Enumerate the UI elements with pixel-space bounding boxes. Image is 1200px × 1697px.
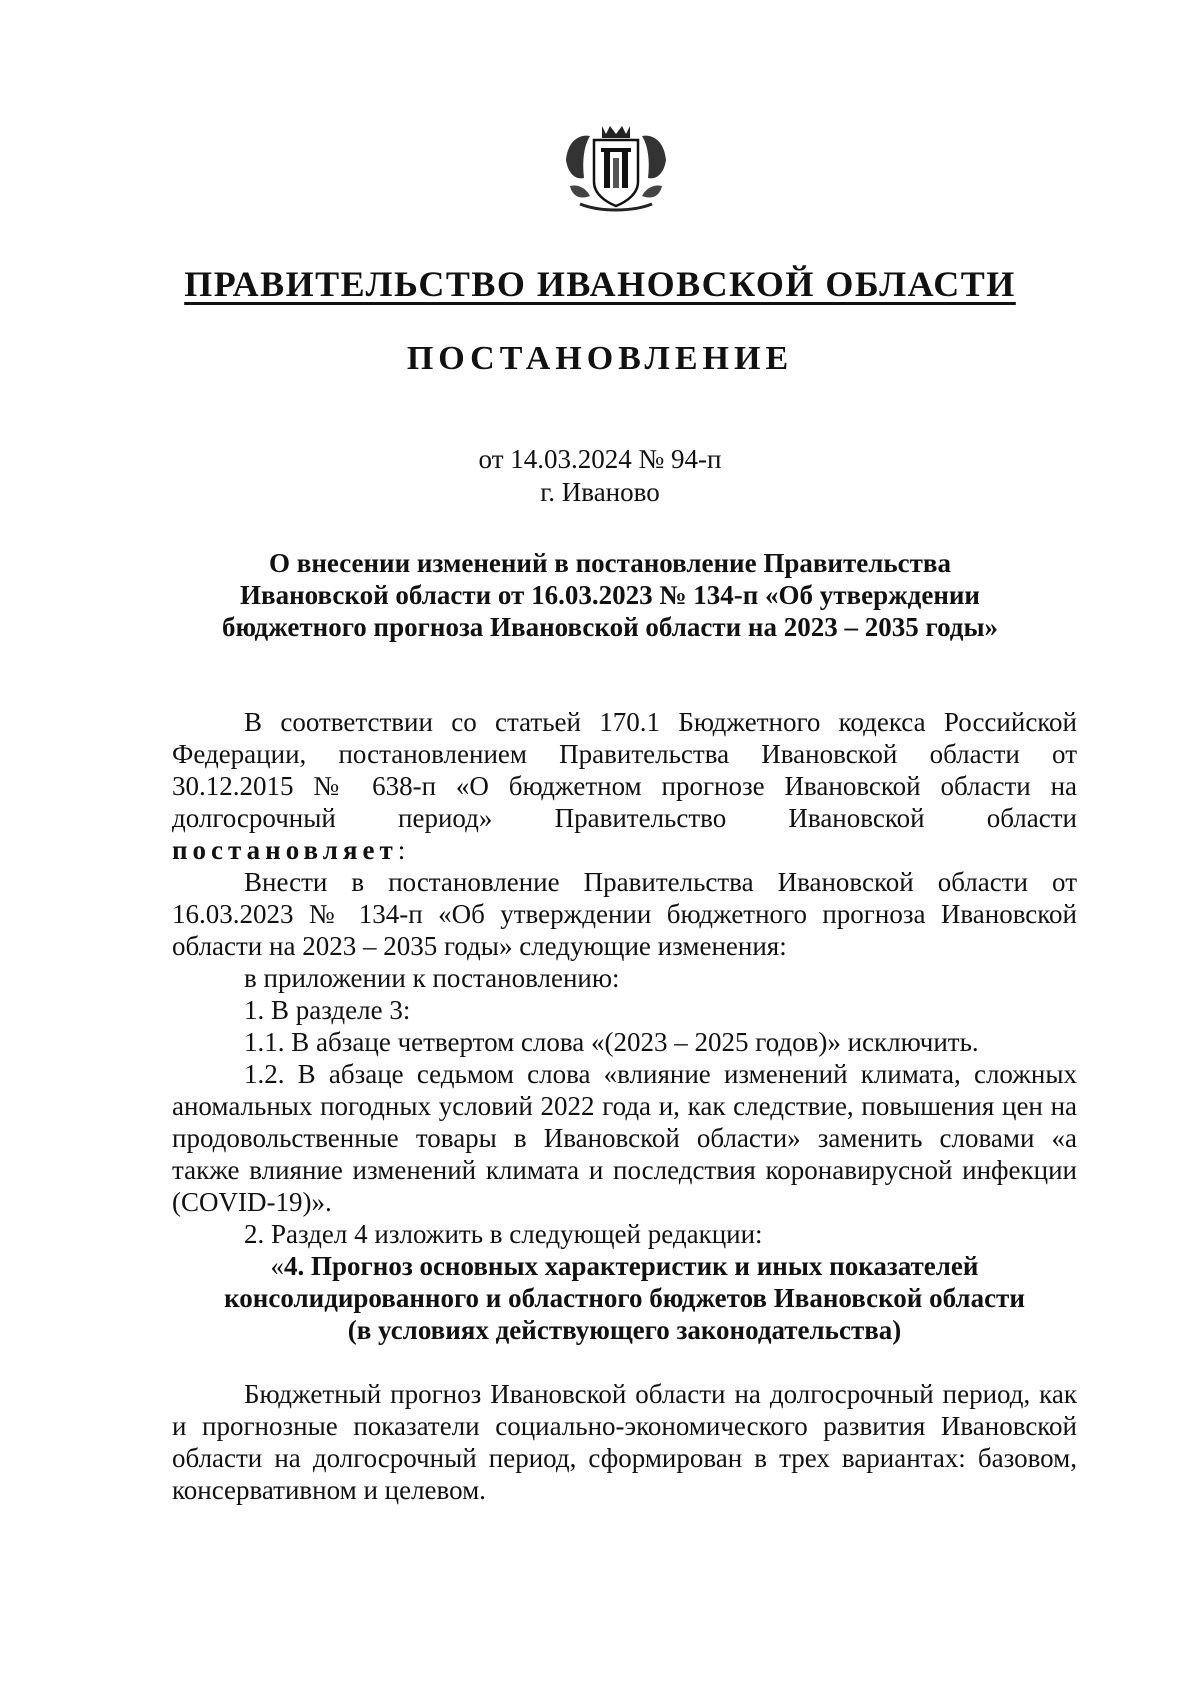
item-2-paragraph: 2. Раздел 4 изложить в следующей редакции: [244, 1219, 763, 1249]
subject-line-3: бюджетного прогноза Ивановской области на 2023 – 2035 годы» [221, 612, 999, 642]
section-heading-line-3: (в условиях действующего законодательства) [347, 1315, 902, 1345]
resolves-word: постановляет [172, 835, 398, 865]
amendment-intro-paragraph: Внести в постановление Правительства Ивановской области от 16.03.2023 № 134-п «Об утверждении бюджетного прогноза Ивановской области на 2023 – 2035 годы» следующие изменения: [172, 867, 1077, 961]
forecast-paragraph: Бюджетный прогноз Ивановской области на долгосрочный период, как и прогнозные показатели социально-экономического развития Ивановской области на долгосрочный период, сформирован в трех вариантах: базовом, консервативном и целевом. [172, 1379, 1077, 1505]
section-heading-line-1 [172, 1250, 1077, 1282]
item-1-1-paragraph: 1.1. В абзаце четвертом слова «(2023 – 2025 годов)» исключить. [244, 1027, 979, 1057]
document-type: ПОСТАНОВЛЕНИЕ [406, 340, 794, 377]
section-heading-line-1-text: 4. Прогноз основных характеристик и иных показателей [284, 1251, 979, 1281]
subject-line-2: Ивановской области от 16.03.2023 № 134-п «Об утверждении [240, 580, 980, 610]
resolves-colon: : [397, 835, 406, 865]
document-body [172, 706, 1077, 1506]
preamble-text: В соответствии со статьей 170.1 Бюджетного кодекса Российской Федерации, постановлением Правительства Ивановской области от 30.12.2015 № 638-п «О бюджетном прогнозе Ивановской области на долгосрочный период» Правительство Ивановской области [172, 707, 1077, 833]
subject-line-1: О внесении изменений в постановление Правительства [269, 548, 951, 578]
date-and-number: от 14.03.2024 № 94-п [478, 444, 722, 474]
preamble-paragraph [172, 706, 1077, 866]
appendix-paragraph: в приложении к постановлению: [244, 963, 620, 993]
government-title-text: ПРАВИТЕЛЬСТВО ИВАНОВСКОЙ ОБЛАСТИ [184, 264, 1016, 304]
section-heading-line-2: консолидированного и областного бюджетов Ивановской области [224, 1283, 1025, 1313]
section-open-quote: « [270, 1251, 285, 1281]
item-1-paragraph: 1. В разделе 3: [244, 995, 411, 1025]
spacer [172, 1346, 1077, 1378]
item-1-2-paragraph: 1.2. В абзаце седьмом слова «влияние изменений климата, сложных аномальных погодных условий 2022 года и, как следствие, повышения цен на продовольственные товары в Ивановской области» заменить словами «а также влияние изменений климата и последствия коронавирусной инфекции (COVID-19)». [172, 1059, 1077, 1217]
document-subject [160, 547, 1060, 643]
city: г. Иваново [540, 477, 660, 507]
government-title [0, 262, 1200, 306]
section-4-heading [172, 1250, 1077, 1346]
coat-of-arms-emblem [560, 120, 672, 214]
